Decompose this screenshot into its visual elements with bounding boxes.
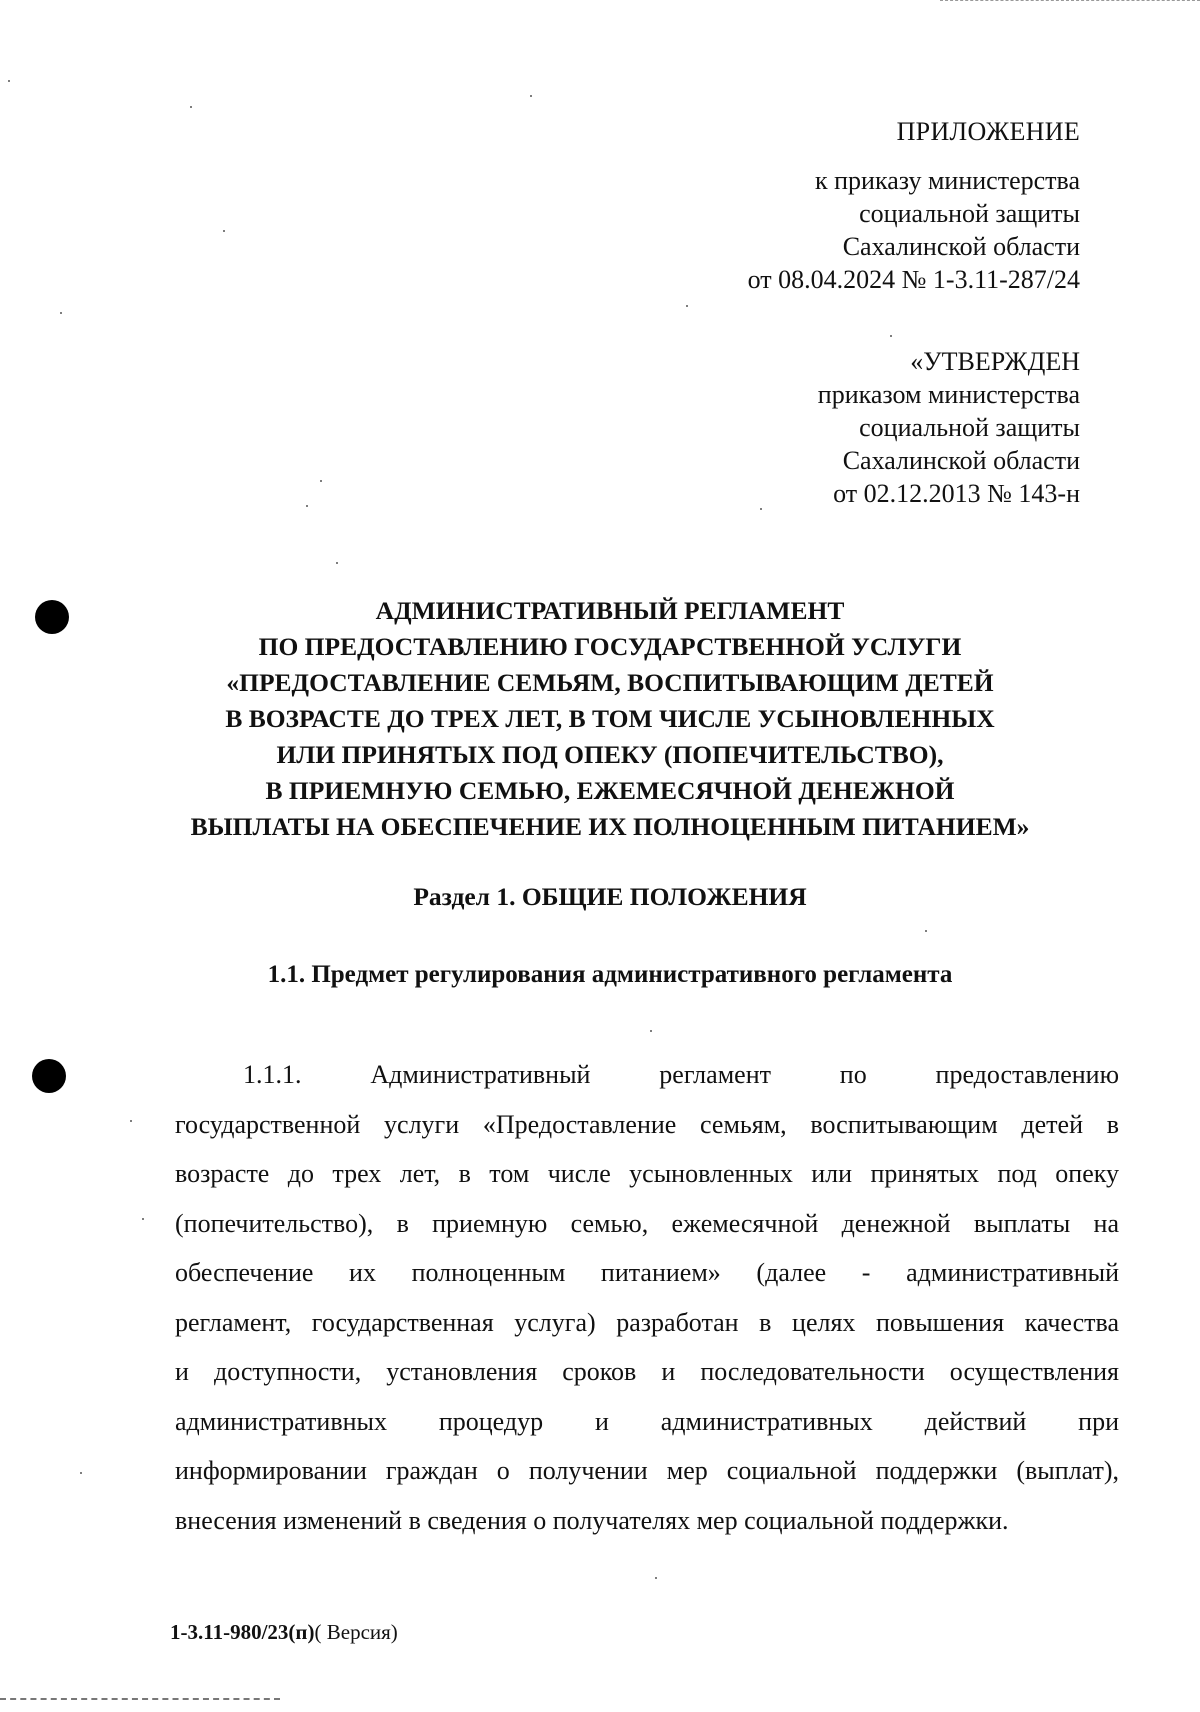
punch-hole-top xyxy=(35,600,69,634)
paragraph-line: возрасте до трех лет, в том числе усыновленных или принятых под опеку xyxy=(175,1159,1119,1188)
scan-speck xyxy=(190,106,192,108)
approved-block xyxy=(818,345,1080,510)
paragraph-line: регламент, государственная услуга) разработан в целях повышения качества xyxy=(175,1307,1119,1337)
scan-speck xyxy=(142,1218,144,1220)
appendix-line: Сахалинской области xyxy=(842,232,1080,261)
document-title-line: ВЫПЛАТЫ НА ОБЕСПЕЧЕНИЕ ИХ ПОЛНОЦЕННЫМ ПИТАНИЕМ» xyxy=(190,812,1030,841)
document-title-line: ИЛИ ПРИНЯТЫХ ПОД ОПЕКУ (ПОПЕЧИТЕЛЬСТВО), xyxy=(276,740,944,769)
document-title xyxy=(150,593,1070,845)
paragraph-1-1-1 xyxy=(175,1055,1119,1550)
scan-speck xyxy=(80,1472,82,1474)
scan-speck xyxy=(925,930,927,932)
document-title-line: «ПРЕДОСТАВЛЕНИЕ СЕМЬЯМ, ВОСПИТЫВАЮЩИМ ДЕТЕЙ xyxy=(226,668,994,697)
scan-speck xyxy=(890,335,892,337)
paragraph-line: информировании граждан о получении мер социальной поддержки (выплат), xyxy=(175,1456,1119,1485)
scan-speck xyxy=(530,95,532,97)
approved-order-date: от 02.12.2013 № 143-н xyxy=(833,479,1080,508)
appendix-line: к приказу министерства xyxy=(815,166,1080,195)
document-title-line: В ПРИЕМНУЮ СЕМЬЮ, ЕЖЕМЕСЯЧНОЙ ДЕНЕЖНОЙ xyxy=(265,776,955,805)
document-version: ( Версия) xyxy=(314,1620,398,1644)
scan-speck xyxy=(650,1030,652,1032)
scan-speck xyxy=(8,80,10,82)
document-title-line: АДМИНИСТРАТИВНЫЙ РЕГЛАМЕНТ xyxy=(375,596,845,625)
scan-speck xyxy=(686,305,688,307)
scan-speck xyxy=(655,1577,657,1579)
subsection-heading: 1.1. Предмет регулирования административного регламента xyxy=(267,961,953,988)
paragraph-line: и доступности, установления сроков и последовательности осуществления xyxy=(175,1357,1119,1386)
document-code: 1-3.11-980/23(п) xyxy=(170,1620,315,1644)
approved-line: приказом министерства xyxy=(817,380,1080,409)
appendix-title: ПРИЛОЖЕНИЕ xyxy=(896,117,1080,146)
scan-speck xyxy=(223,230,225,232)
paragraph-line: 1.1.1. Административный регламент по предоставлению xyxy=(243,1060,1119,1089)
scan-speck xyxy=(306,505,308,507)
scan-speck xyxy=(320,480,322,482)
document-title-line: В ВОЗРАСТЕ ДО ТРЕХ ЛЕТ, В ТОМ ЧИСЛЕ УСЫНОВЛЕННЫХ xyxy=(225,704,995,733)
scan-speck xyxy=(336,562,338,564)
punch-hole-bottom xyxy=(32,1059,66,1093)
scan-edge-bottom xyxy=(0,1698,280,1700)
approved-line: «УТВЕРЖДЕН xyxy=(910,347,1080,376)
paragraph-line: государственной услуги «Предоставление семьям, воспитывающим детей в xyxy=(175,1109,1119,1139)
document-footer xyxy=(170,1618,398,1646)
scan-speck xyxy=(60,312,62,314)
document-title-line: ПО ПРЕДОСТАВЛЕНИЮ ГОСУДАРСТВЕННОЙ УСЛУГИ xyxy=(258,632,962,661)
paragraph-line: административных процедур и административных действий при xyxy=(175,1406,1119,1436)
approved-line: Сахалинской области xyxy=(842,446,1080,475)
approved-line: социальной защиты xyxy=(859,413,1080,442)
scan-edge-top xyxy=(940,0,1200,1)
paragraph-line: внесения изменений в сведения о получателях мер социальной поддержки. xyxy=(175,1505,1009,1535)
paragraph-line: (попечительство), в приемную семью, ежемесячной денежной выплаты на xyxy=(175,1208,1119,1238)
section-heading: Раздел 1. ОБЩИЕ ПОЛОЖЕНИЯ xyxy=(413,882,807,911)
appendix-block xyxy=(748,115,1080,296)
paragraph-line: обеспечение их полноценным питанием» (далее - административный xyxy=(175,1258,1119,1287)
appendix-line: социальной защиты xyxy=(859,199,1080,228)
appendix-order-date: от 08.04.2024 № 1-3.11-287/24 xyxy=(747,265,1080,294)
scan-speck xyxy=(760,508,762,510)
scan-speck xyxy=(130,1120,132,1122)
